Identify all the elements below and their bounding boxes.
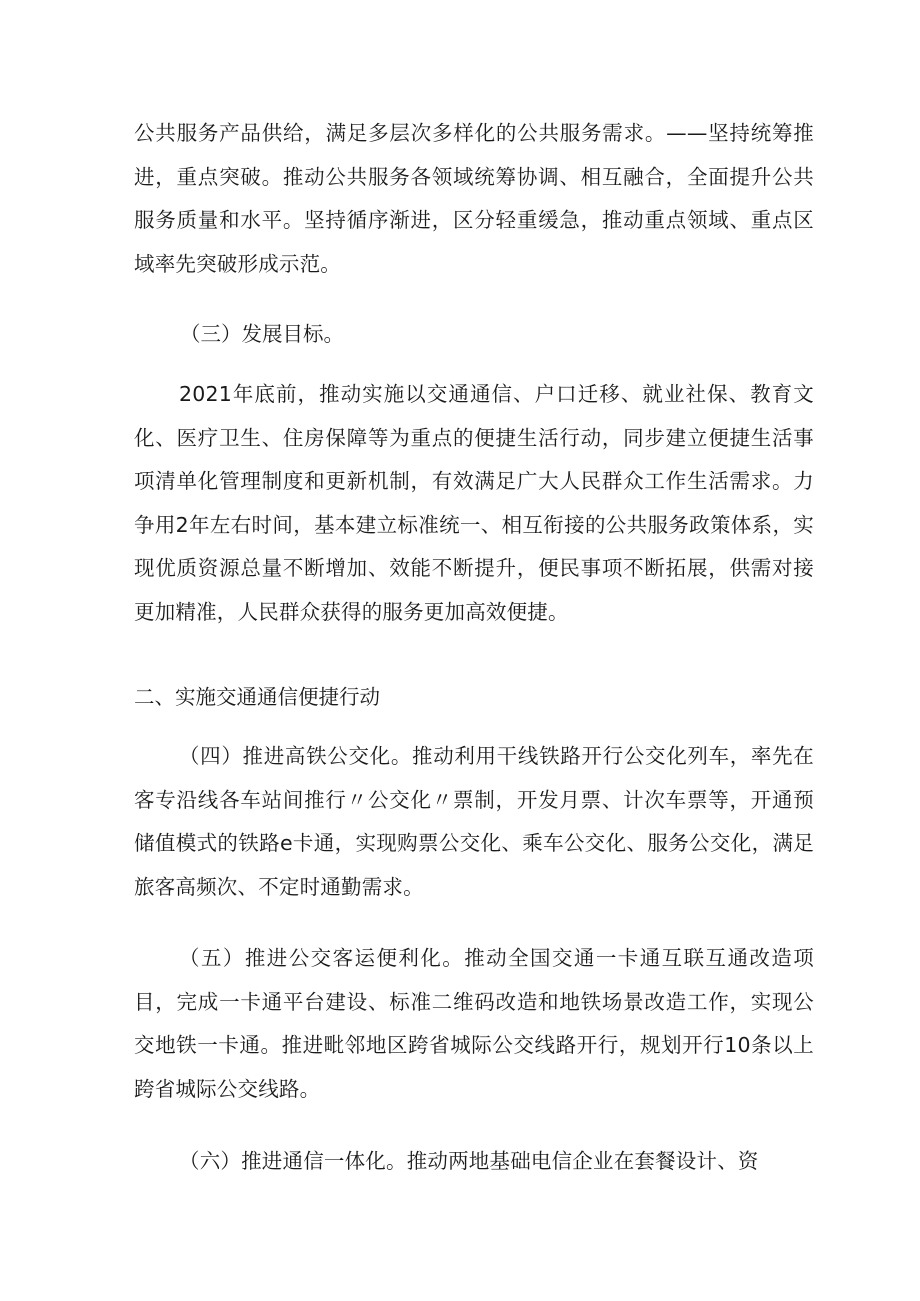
paragraph-public-transit: （五）推进公交客运便利化。推动全国交通一卡通互联互通改造项目，完成一卡通平台建设、标准二维码改造和地铁场景改造工作，实现公交地铁一卡通。推进毗邻地区跨省城际公交线路开行，规划开行10条以上跨省城际公交线路。 xyxy=(134,946,814,1101)
paragraph-communications: （六）推进通信一体化。推动两地基础电信企业在套餐设计、资 xyxy=(179,1149,759,1173)
paragraph-principles: 公共服务产品供给，满足多层次多样化的公共服务需求。——坚持统筹推进，重点突破。推动公共服务各领域统筹协调、相互融合，全面提升公共服务质量和水平。坚持循序渐进，区分轻重缓急，推动重点领域、重点区域率先突破形成示范。 xyxy=(134,121,814,276)
paragraph-high-speed-rail: （四）推进高铁公交化。推动利用干线铁路开行公交化列车，率先在客专沿线各车站间推行〃公交化〃票制，开发月票、计次车票等，开通预储值模式的铁路e卡通，实现购票公交化、乘车公交化、服务公交化，满足旅客高频次、不定时通勤需求。 xyxy=(134,744,814,899)
heading-development-goals: （三）发展目标。 xyxy=(180,322,344,346)
paragraph-goals: 2021年底前，推动实施以交通通信、户口迁移、就业社保、教育文化、医疗卫生、住房保障等为重点的便捷生活行动，同步建立便捷生活事项清单化管理制度和更新机制，有效满足广大人民群众工作生活需求。力争用2年左右时间，基本建立标准统一、相互衔接的公共服务政策体系，实现优质资源总量不断增加、效能不断提升，便民事项不断拓展，供需对接更加精准，人民群众获得的服务更加高效便捷。 xyxy=(134,382,814,624)
section-heading-transport: 二、实施交通通信便捷行动 xyxy=(134,685,380,709)
